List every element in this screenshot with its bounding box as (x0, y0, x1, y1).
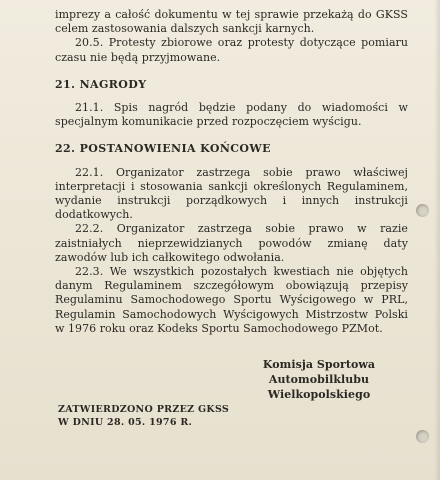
punch-hole-lower (416, 430, 429, 443)
signature-line-2: Automobilklubu Wielkopolskiego (267, 372, 371, 401)
paragraph-21-1: 21.1. Spis nagród będzie podany do wiadomości w specjalnym komunikacie przed rozpoczęciem wyścigu. (55, 101, 408, 129)
approval-stamp (58, 404, 229, 429)
signature-line-1: Komisja Sportowa (262, 358, 376, 372)
paragraph-22-3: 22.3. We wszystkich pozostałych kwestiach nie objętych danym Regulaminem szczegółowym obowiązują przepisy Regulaminu Samochodowego Sportu Wyścigowego w PRL, Regulamin Samochodowych Wyścigowych Mistrzostw Polski w 1976 roku oraz Kodeks Sportu Samochodowego PZMot. (55, 265, 408, 335)
section-heading-21: 21. NAGRODY (55, 77, 147, 91)
page-edge-shadow (434, 0, 440, 480)
document-body (55, 8, 408, 402)
section-heading-22: 22. POSTANOWIENIA KOŃCOWE (55, 142, 271, 156)
approval-line-2: W DNIU 28. 05. 1976 R. (58, 416, 193, 428)
paragraph-22-1: 22.1. Organizator zastrzega sobie prawo właściwej interpretacji i stosowania sankcji określonych Regulaminem, wydanie instrukcji porządkowych i innych instrukcji dodatkowych. (55, 165, 408, 222)
paragraph-continuation: imprezy a całość dokumentu w tej sprawie przekażą do GKSS celem zastosowania dalszych sankcji karnych. (55, 8, 408, 36)
punch-hole-upper (416, 204, 429, 217)
paragraph-20-5: 20.5. Protesty zbiorowe oraz protesty dotyczące pomiaru czasu nie będą przyjmowane. (55, 36, 408, 64)
paragraph-22-2: 22.2. Organizator zastrzega sobie prawo w razie zaistniałych nieprzewidzianych powodów zmianę daty zawodów lub ich całkowitego odwołania. (55, 222, 408, 264)
signature-block (230, 358, 408, 402)
approval-line-1: ZATWIERDZONO PRZEZ GKSS (58, 404, 230, 415)
